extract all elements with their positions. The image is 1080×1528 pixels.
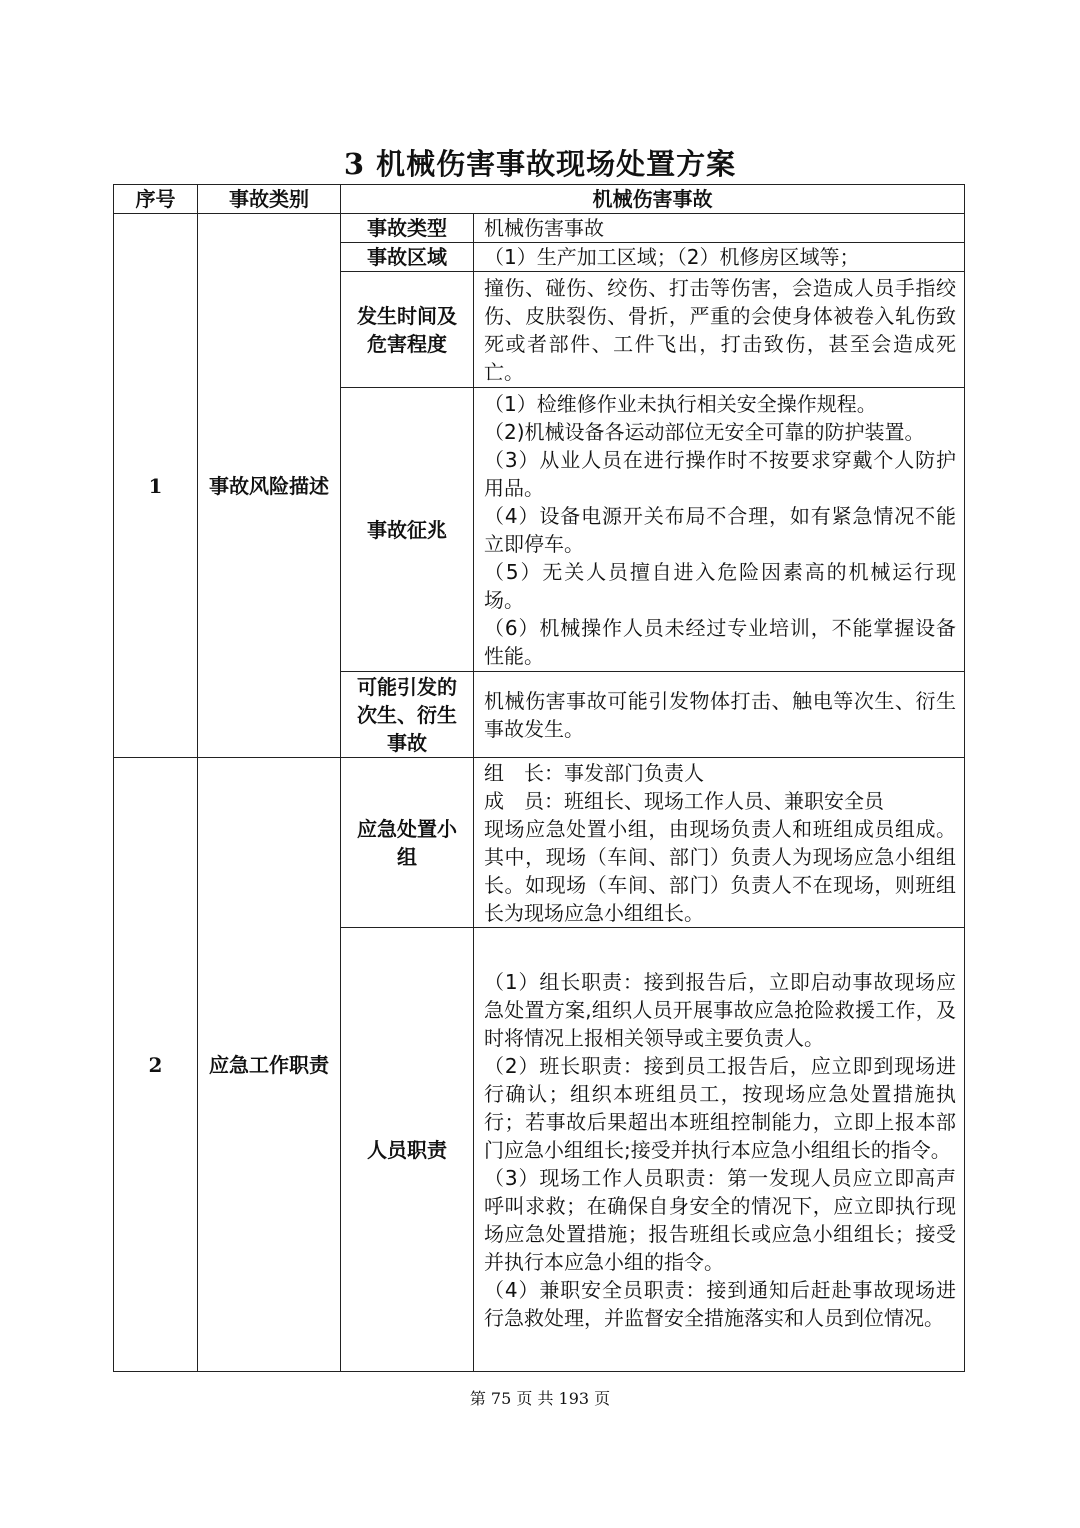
content-line: 成 员：班组长、现场工作人员、兼职安全员 [484,788,884,813]
row-label: 事故征兆 [341,388,474,672]
header-category: 事故类别 [198,185,341,214]
row-label: 发生时间及危害程度 [341,272,474,388]
content-line: （3）现场工作人员职责：第一发现人员应立即高声呼叫求救；在确保自身安全的情况下，应立即执行现场应急处置措施；报告班组长或应急小组组长；接受并执行本应急小组的指令。 [484,1165,956,1274]
content-line: （2)机械设备各运动部位无安全可靠的防护装置。 [484,419,925,444]
table-header-row [114,185,965,214]
row-label: 人员职责 [341,928,474,1372]
row-label: 应急处置小组 [341,758,474,928]
row-content [474,672,965,758]
emergency-plan-table [113,184,965,1372]
row-content [474,243,965,272]
table-row [114,758,965,928]
row-content [474,758,965,928]
content-line: 撞伤、碰伤、绞伤、打击等伤害，会造成人员手指绞伤、皮肤裂伤、骨折，严重的会使身体被卷入轧伤致死或者部件、工件飞出，打击致伤，甚至会造成死亡。 [484,275,956,384]
row-content [474,214,965,243]
row-content [474,928,965,1372]
content-line: 组 长：事发部门负责人 [484,760,704,785]
content-line: （2）班长职责：接到员工报告后，应立即到现场进行确认；组织本班组员工，按现场应急处置措施执行；若事故后果超出本班组控制能力，立即上报本部门应急小组组长;接受并执行本应急小组组长的指令。 [484,1053,956,1162]
section-index: 1 [114,214,198,758]
page-footer: 第 75 页 共 193 页 [469,1389,611,1408]
header-content: 机械伤害事故 [341,185,965,214]
content-line: 机械伤害事故 [484,216,604,240]
content-line: （3）从业人员在进行操作时不按要求穿戴个人防护用品。 [484,447,956,500]
content-line: （1）生产加工区域；（2）机修房区域等； [484,245,860,269]
header-index: 序号 [114,185,198,214]
section-category: 应急工作职责 [198,758,341,1372]
content-line: （1）组长职责：接到报告后，立即启动事故现场应急处置方案,组织人员开展事故应急抢险救援工作，及时将情况上报相关领导或主要负责人。 [484,969,956,1050]
content-line: 现场应急处置小组，由现场负责人和班组成员组成。其中，现场（车间、部门）负责人为现场应急小组组长。如现场（车间、部门）负责人不在现场，则班组长为现场应急小组组长。 [484,816,956,925]
content-line: （6）机械操作人员未经过专业培训，不能掌握设备性能。 [484,615,956,668]
document-title: 3 机械伤害事故现场处置方案 [343,147,737,181]
content-line: （4）设备电源开关布局不合理，如有紧急情况不能立即停车。 [484,503,956,556]
row-content [474,388,965,672]
content-line: （4）兼职安全员职责：接到通知后赶赴事故现场进行急救处理，并监督安全措施落实和人员到位情况。 [484,1277,956,1330]
table-row [114,214,965,243]
content-line: （1）检维修作业未执行相关安全操作规程。 [484,391,877,416]
row-label: 事故区域 [341,243,474,272]
row-content [474,272,965,388]
section-index: 2 [114,758,198,1372]
content-line: （5）无关人员擅自进入危险因素高的机械运行现场。 [484,559,956,612]
row-label: 事故类型 [341,214,474,243]
section-category: 事故风险描述 [198,214,341,758]
content-line: 机械伤害事故可能引发物体打击、触电等次生、衍生事故发生。 [484,688,956,741]
row-label: 可能引发的次生、衍生事故 [341,672,474,758]
